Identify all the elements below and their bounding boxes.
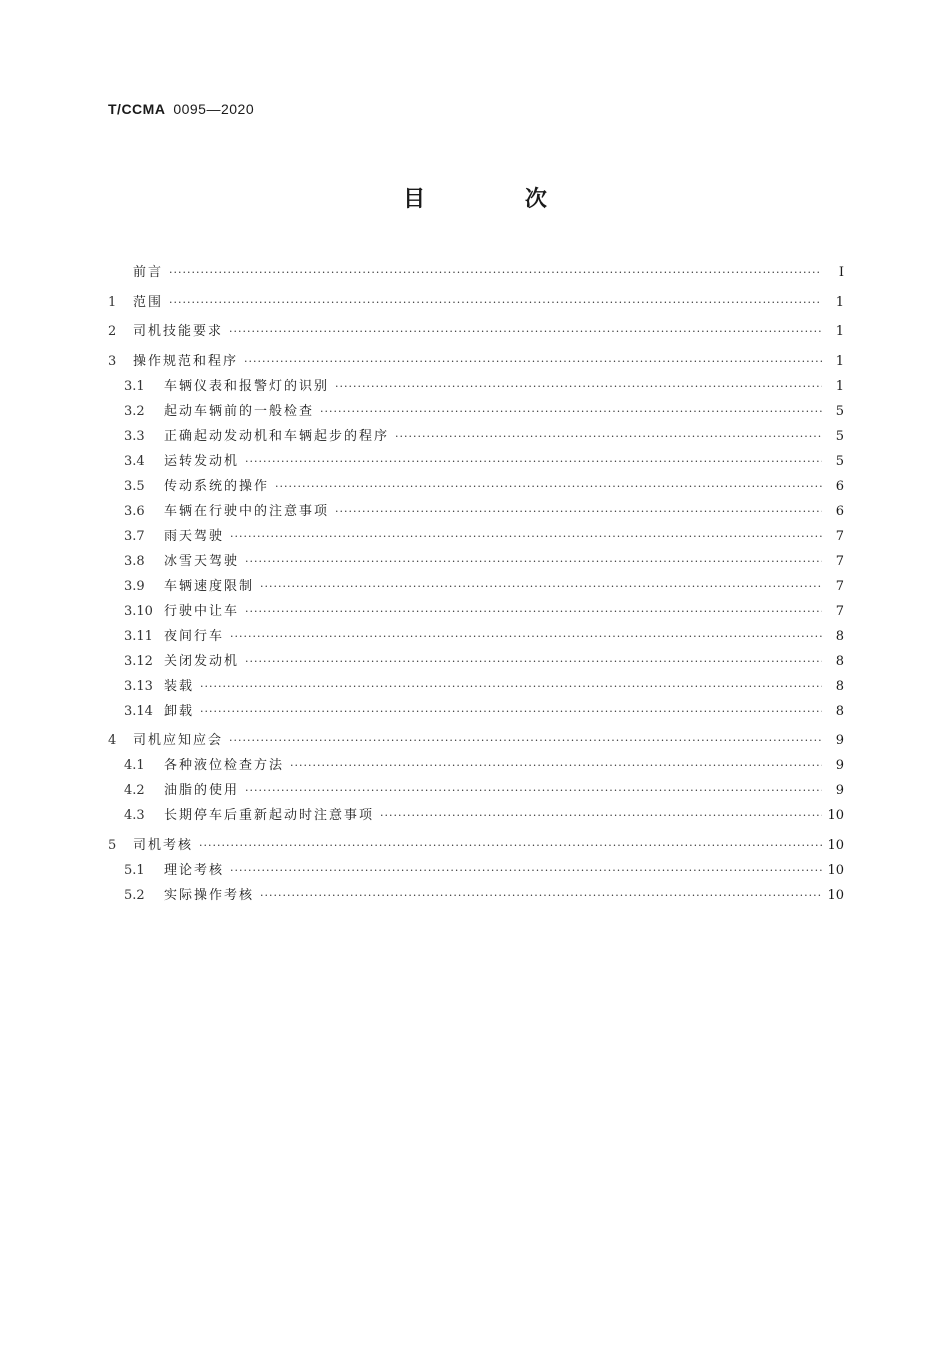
toc-entry-page: 8	[835, 653, 844, 669]
toc-entry[interactable]	[108, 374, 844, 399]
toc-entry[interactable]	[108, 260, 844, 285]
toc-entry-number: 3.7	[124, 528, 145, 544]
toc-entry[interactable]	[108, 778, 844, 803]
toc-entry-number: 4.2	[124, 783, 145, 798]
toc-leader-dots	[245, 599, 822, 624]
toc-entry-title: 范围	[133, 294, 164, 310]
toc-entry-page: 8	[835, 703, 844, 719]
toc-entry-title: 前言	[133, 265, 164, 280]
toc-entry[interactable]	[108, 349, 844, 374]
toc-entry[interactable]	[108, 474, 844, 499]
toc-entry-number: 3.8	[124, 553, 145, 569]
toc-entry-title: 油脂的使用	[164, 783, 240, 798]
toc-entry-page: 10	[827, 808, 844, 823]
toc-leader-dots	[380, 803, 822, 828]
toc-entry-page: 7	[835, 603, 844, 619]
toc-entry-page: 5	[835, 403, 844, 419]
toc-entry-number: 3.3	[124, 428, 145, 444]
toc-leader-dots	[229, 728, 822, 753]
toc-leader-dots	[229, 319, 822, 344]
toc-entry-title: 车辆在行驶中的注意事项	[164, 503, 330, 519]
toc-entry-page: Ⅰ	[838, 265, 844, 280]
toc-entry[interactable]	[108, 883, 844, 908]
toc-leader-dots	[275, 474, 822, 499]
toc-entry-page: 10	[827, 887, 844, 903]
toc-entry-title: 长期停车后重新起动时注意事项	[164, 808, 375, 823]
toc-entry[interactable]	[108, 599, 844, 624]
toc-entry[interactable]	[108, 624, 844, 649]
toc-entry-page: 10	[827, 862, 844, 878]
toc-entry-number: 3	[108, 353, 117, 369]
toc-entry-title: 各种液位检查方法	[164, 758, 285, 773]
toc-leader-dots	[230, 624, 822, 649]
toc-entry-title: 运转发动机	[164, 453, 240, 469]
toc-entry-number: 3.11	[124, 628, 153, 644]
toc-entry-number: 3.2	[124, 403, 145, 419]
toc-entry-number: 3.12	[124, 653, 153, 669]
toc-entry-page: 1	[835, 378, 844, 394]
toc-entry[interactable]	[108, 728, 844, 753]
toc-leader-dots	[230, 858, 822, 883]
toc-leader-dots	[199, 833, 822, 858]
toc-entry[interactable]	[108, 649, 844, 674]
toc-entry-page: 7	[835, 528, 844, 544]
toc-entry-page: 6	[835, 503, 844, 519]
document-code	[108, 101, 254, 117]
toc-entry[interactable]	[108, 549, 844, 574]
toc-entry-number: 2	[108, 324, 117, 339]
toc-entry[interactable]	[108, 699, 844, 724]
toc-entry-page: 1	[835, 294, 844, 310]
toc-leader-dots	[335, 374, 822, 399]
toc-entry-number: 3.5	[124, 478, 145, 494]
toc-entry-page: 9	[835, 783, 844, 798]
toc-leader-dots	[245, 649, 822, 674]
toc-leader-dots	[290, 753, 822, 778]
toc-entry-title: 理论考核	[164, 862, 225, 878]
toc-entry[interactable]	[108, 399, 844, 424]
toc-leader-dots	[169, 290, 822, 315]
toc-entry-number: 3.4	[124, 453, 145, 469]
toc-entry-title: 冰雪天驾驶	[164, 553, 240, 569]
toc-entry-page: 10	[827, 837, 844, 853]
toc-leader-dots	[245, 449, 822, 474]
table-of-contents	[108, 260, 844, 908]
page-title: 目 次	[403, 187, 593, 212]
toc-leader-dots	[245, 778, 822, 803]
toc-entry-page: 1	[835, 324, 844, 339]
toc-entry-title: 卸载	[164, 703, 195, 719]
toc-leader-dots	[335, 499, 822, 524]
toc-entry-number: 5.1	[124, 862, 145, 878]
toc-entry-number: 3.9	[124, 578, 145, 594]
toc-entry[interactable]	[108, 858, 844, 883]
toc-leader-dots	[260, 574, 822, 599]
toc-entry-title: 操作规范和程序	[133, 353, 239, 369]
toc-leader-dots	[395, 424, 822, 449]
toc-entry-number: 3.13	[124, 678, 153, 694]
toc-entry-title: 传动系统的操作	[164, 478, 270, 494]
toc-entry[interactable]	[108, 290, 844, 315]
toc-entry-title: 车辆仪表和报警灯的识别	[164, 378, 330, 394]
toc-entry-number: 3.14	[124, 703, 153, 719]
toc-leader-dots	[230, 524, 822, 549]
toc-leader-dots	[200, 674, 822, 699]
toc-entry-number: 5	[108, 837, 117, 853]
toc-entry-number: 3.10	[124, 603, 153, 619]
toc-leader-dots	[260, 883, 822, 908]
toc-entry-page: 7	[835, 578, 844, 594]
toc-entry-title: 司机考核	[133, 837, 194, 853]
toc-entry-number: 4.1	[124, 758, 145, 773]
toc-entry[interactable]	[108, 833, 844, 858]
toc-entry-title: 车辆速度限制	[164, 578, 255, 594]
toc-leader-dots	[169, 260, 822, 285]
toc-entry-title: 关闭发动机	[164, 653, 240, 669]
toc-entry[interactable]	[108, 524, 844, 549]
toc-entry[interactable]	[108, 449, 844, 474]
toc-leader-dots	[200, 699, 822, 724]
doc-number: 0095—2020	[173, 101, 255, 117]
toc-entry[interactable]	[108, 753, 844, 778]
toc-entry-number: 3.6	[124, 503, 145, 519]
toc-entry-title: 司机应知应会	[133, 733, 224, 748]
toc-entry-page: 8	[835, 628, 844, 644]
toc-entry[interactable]	[108, 803, 844, 828]
toc-entry-title: 司机技能要求	[133, 324, 224, 339]
toc-entry-title: 装载	[164, 678, 195, 694]
toc-entry-number: 5.2	[124, 887, 145, 903]
toc-entry-number: 4.3	[124, 808, 145, 823]
toc-entry-page: 9	[835, 758, 844, 773]
toc-entry-title: 起动车辆前的一般检查	[164, 403, 315, 419]
toc-entry-title: 实际操作考核	[164, 887, 255, 903]
toc-leader-dots	[244, 349, 822, 374]
toc-entry-page: 5	[835, 428, 844, 444]
toc-entry[interactable]	[108, 319, 844, 344]
toc-entry[interactable]	[108, 499, 844, 524]
org-code: T/CCMA	[108, 101, 165, 117]
toc-entry-number: 1	[108, 294, 117, 310]
toc-entry-title: 夜间行车	[164, 628, 225, 644]
toc-leader-dots	[245, 549, 822, 574]
toc-entry-page: 1	[835, 353, 844, 369]
toc-entry[interactable]	[108, 424, 844, 449]
toc-entry[interactable]	[108, 674, 844, 699]
toc-entry-page: 9	[835, 733, 844, 748]
toc-entry-number: 3.1	[124, 378, 145, 394]
toc-entry[interactable]	[108, 574, 844, 599]
toc-entry-number: 4	[108, 733, 117, 748]
toc-entry-page: 8	[835, 678, 844, 694]
toc-entry-title: 行驶中让车	[164, 603, 240, 619]
toc-entry-page: 7	[835, 553, 844, 569]
toc-entry-page: 5	[835, 453, 844, 469]
toc-entry-title: 正确起动发动机和车辆起步的程序	[164, 428, 390, 444]
toc-entry-page: 6	[835, 478, 844, 494]
toc-leader-dots	[320, 399, 822, 424]
toc-entry-title: 雨天驾驶	[164, 528, 225, 544]
